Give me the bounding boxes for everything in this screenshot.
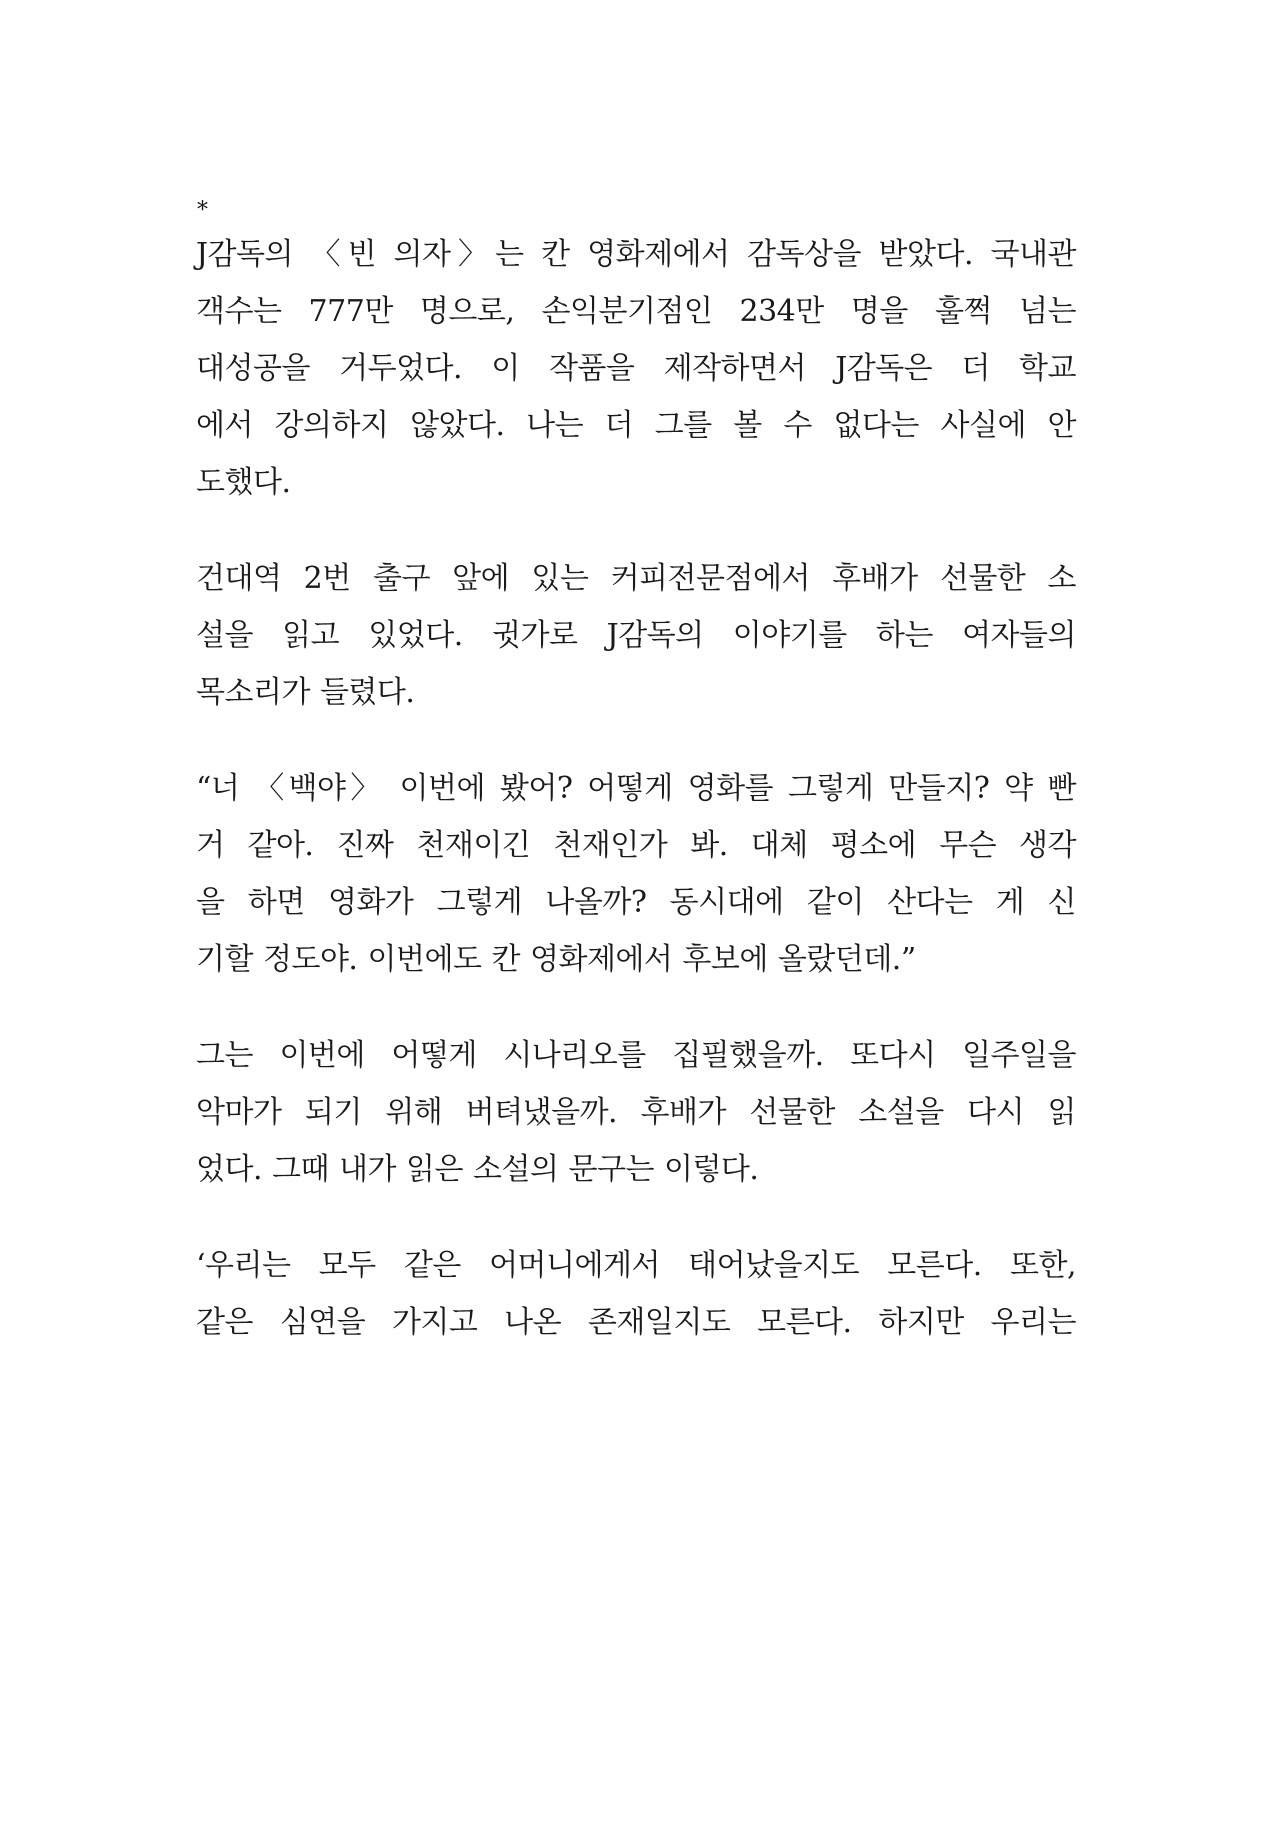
paragraph-1 (196, 226, 1076, 511)
paragraph-gap (196, 511, 1076, 550)
section-mark: * (197, 198, 208, 223)
text-line: J감독의 〈빈 의자〉는 칸 영화제에서 감독상을 받았다. 국내관 (196, 237, 1076, 272)
text-line: 에서 강의하지 않았다. 나는 더 그를 볼 수 없다는 사실에 안 (196, 408, 1076, 443)
text-line: 었다. 그때 내가 읽은 소설의 문구는 이렇다. (196, 1152, 759, 1187)
text-line: 대성공을 거두었다. 이 작품을 제작하면서 J감독은 더 학교 (196, 351, 1076, 386)
paragraph-5-quote (196, 1237, 1076, 1351)
paragraph-4 (196, 1027, 1076, 1198)
paragraph-2 (196, 550, 1076, 721)
text-line: 설을 읽고 있었다. 귓가로 J감독의 이야기를 하는 여자들의 (196, 618, 1076, 653)
document-page (196, 196, 1076, 1351)
text-line: “너 〈백야〉 이번에 봤어? 어떻게 영화를 그렇게 만들지? 약 빤 (196, 771, 1076, 806)
text-line: 같은 심연을 가지고 나온 존재일지도 모른다. 하지만 우리는 (196, 1305, 1076, 1340)
text-line: 을 하면 영화가 그렇게 나올까? 동시대에 같이 산다는 게 신 (196, 885, 1076, 920)
text-line: 거 같아. 진짜 천재이긴 천재인가 봐. 대체 평소에 무슨 생각 (196, 828, 1076, 863)
text-line: 객수는 777만 명으로, 손익분기점인 234만 명을 훌쩍 넘는 (196, 294, 1076, 329)
paragraph-gap (196, 1198, 1076, 1237)
text-line: 목소리가 들렸다. (196, 675, 415, 710)
text-line: 기할 정도야. 이번에도 칸 영화제에서 후보에 올랐던데.” (196, 942, 916, 977)
text-line: 악마가 되기 위해 버텨냈을까. 후배가 선물한 소설을 다시 읽 (196, 1095, 1076, 1130)
paragraph-gap (196, 988, 1076, 1027)
text-line: 건대역 2번 출구 앞에 있는 커피전문점에서 후배가 선물한 소 (196, 561, 1076, 596)
text-line: 도했다. (196, 465, 291, 500)
text-line: 그는 이번에 어떻게 시나리오를 집필했을까. 또다시 일주일을 (196, 1038, 1076, 1073)
paragraph-3-dialogue (196, 760, 1076, 988)
paragraph-gap (196, 721, 1076, 760)
text-line: ‘우리는 모두 같은 어머니에게서 태어났을지도 모른다. 또한, (196, 1248, 1076, 1283)
